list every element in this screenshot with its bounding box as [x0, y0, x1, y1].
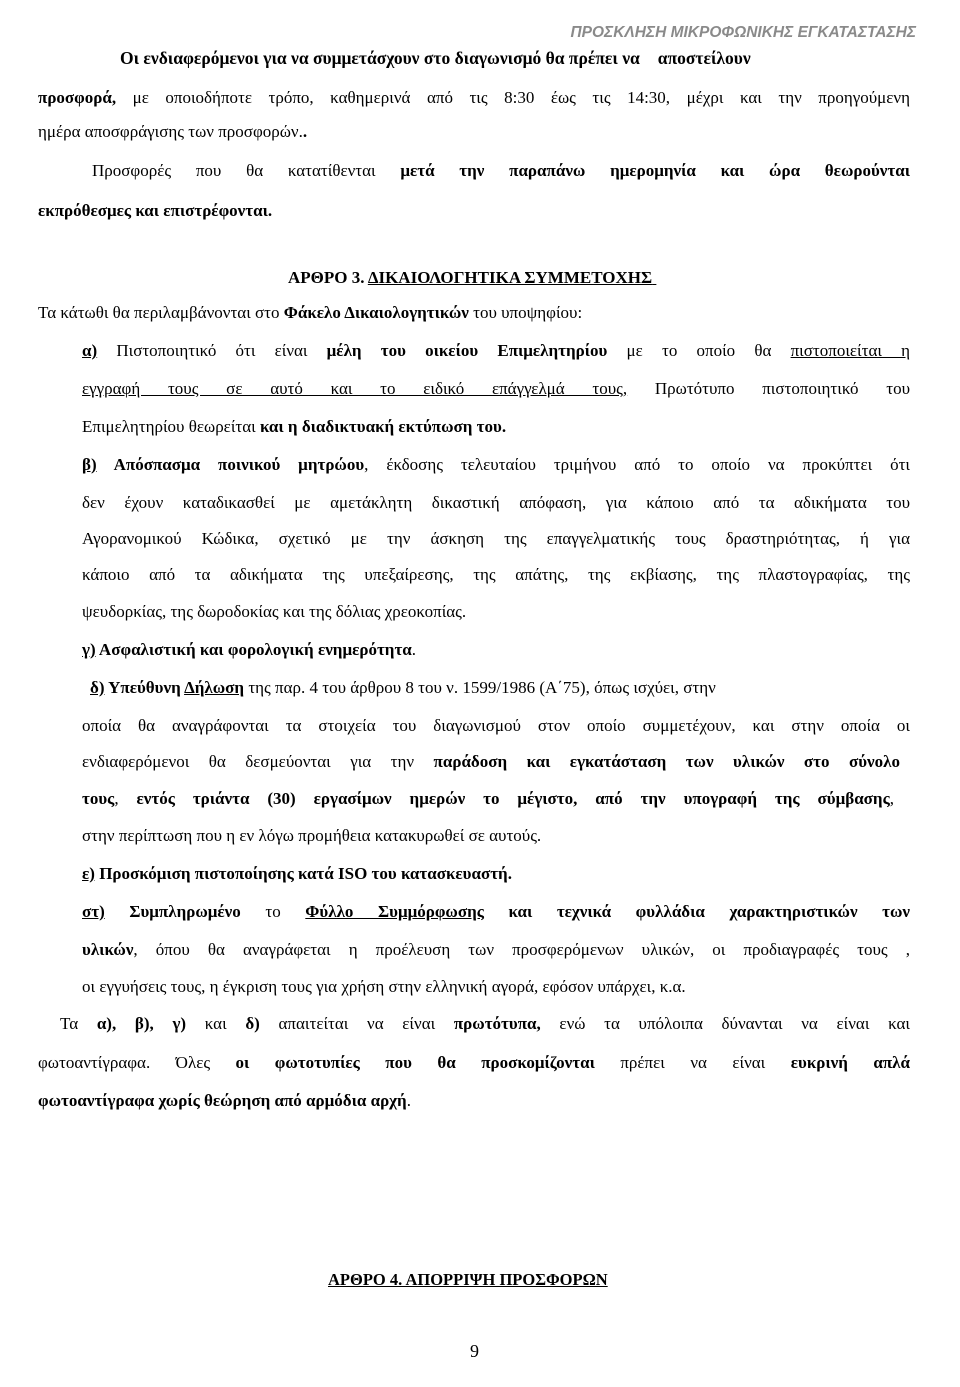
item-d-line-1: δ) Υπεύθυνη Δήλωση της παρ. 4 του άρθρου 8 του ν. 1599/1986 (Α΄75), όπως ισχύει, στην — [90, 678, 716, 697]
article-3-heading: ΑΡΘΡΟ 3. ΔΙΚΑΙΟΛΟΓΗΤΙΚΑ ΣΥΜΜΕΤΟΧΗΣ — [288, 268, 653, 287]
page-number: 9 — [470, 1341, 479, 1361]
closing-line-2: φωτοαντίγραφα. Όλες οι φωτοτυπίες που θα προσκομίζονται πρέπει να είναι ευκρινή απλά — [38, 1053, 910, 1072]
item-d-line-3: ενδιαφερόμενοι θα δεσμεύονται για την παράδοση και εγκατάσταση των υλικών στο σύνολο — [82, 752, 900, 771]
item-f-line-1: στ) Συμπληρωμένο το Φύλλο Συμμόρφωσης και τεχνικά φυλλάδια χαρακτηριστικών των — [82, 902, 910, 921]
item-e-line-1: ε) Προσκόμιση πιστοποίησης κατά ISO του κατασκευαστή. — [82, 864, 512, 883]
item-b-line-3: Αγορανομικού Κώδικα, σχετικό με την άσκηση της επαγγελματικής τους δραστηριότητας, ή για — [82, 529, 910, 548]
item-c-line-1: γ) Ασφαλιστική και φορολογική ενημερότητα. — [82, 640, 417, 659]
intro-line-3: ημέρα αποσφράγισης των προσφορών.. — [38, 122, 308, 141]
item-d-line-2: οποία θα αναγράφονται τα στοιχεία του διαγωνισμού στον οποίο συμμετέχουν, και στην οποία οι — [82, 716, 910, 735]
item-d-line-4: τους, εντός τριάντα (30) εργασίμων ημερών το μέγιστο, από την υπογραφή της σύμβασης, — [82, 789, 894, 808]
intro-line-1: Οι ενδιαφερόμενοι για να συμμετάσχουν στο διαγωνισμό θα πρέπει να αποστείλουν — [120, 48, 751, 68]
item-f-line-3: οι εγγυήσεις τους, η έγκριση τους για χρήση στην ελληνική αγορά, εφόσον υπάρχει, κ.α. — [82, 977, 686, 996]
item-b-line-4: κάποιο από τα αδικήματα της υπεξαίρεσης, της απάτης, της εκβίασης, της πλαστογραφίας, της — [82, 565, 910, 584]
article-4-heading: ΑΡΘΡΟ 4. ΑΠΟΡΡΙΨΗ ΠΡΟΣΦΟΡΩΝ — [328, 1270, 608, 1289]
item-d-line-5: στην περίπτωση που η εν λόγω προμήθεια κατακυρωθεί σε αυτούς. — [82, 826, 542, 845]
item-a-line-1: α) Πιστοποιητικό ότι είναι μέλη του οικείου Επιμελητηρίου με το οποίο θα πιστοποιείται η — [82, 341, 910, 360]
item-b-line-2: δεν έχουν καταδικασθεί με αμετάκλητη δικαστική απόφαση, για κάποιο από τα αδικήματα του — [82, 493, 910, 512]
item-f-line-2: υλικών, όπου θα αναγράφεται η προέλευση των προσφερόμενων υλικών, οι προδιαγραφές τους , — [82, 940, 910, 959]
item-a-line-3: Επιμελητηρίου θεωρείται και η διαδικτυακή εκτύπωση του. — [82, 417, 507, 436]
intro-line-4: Προσφορές που θα κατατίθενται μετά την παραπάνω ημερομηνία και ώρα θεωρούνται — [92, 161, 910, 180]
closing-line-1: Τα α), β), γ) και δ) απαιτείται να είναι πρωτότυπα, ενώ τα υπόλοιπα δύνανται να είναι και — [60, 1014, 910, 1033]
closing-line-3: φωτοαντίγραφα χωρίς θεώρηση από αρμόδια αρχή. — [38, 1091, 411, 1110]
item-a-line-2: εγγραφή τους σε αυτό και το ειδικό επάγγελμά τους, Πρωτότυπο πιστοποιητικό του — [82, 379, 910, 398]
intro-line-5: εκπρόθεσμες και επιστρέφονται. — [38, 201, 273, 220]
item-b-line-5: ψευδορκίας, της δωροδοκίας και της δόλιας χρεοκοπίας. — [82, 602, 467, 621]
page-header-title: ΠΡΟΣΚΛΗΣΗ ΜΙΚΡΟΦΩΝΙΚΗΣ ΕΓΚΑΤΑΣΤΑΣΗΣ — [570, 24, 916, 41]
article-3-lead: Τα κάτωθι θα περιλαμβάνονται στο Φάκελο Δικαιολογητικών του υποψηφίου: — [38, 303, 583, 322]
item-b-line-1: β) Απόσπασμα ποινικού μητρώου, έκδοσης τελευταίου τριμήνου από το οποίο να προκύπτει ότι — [82, 455, 910, 474]
intro-line-2: προσφορά, με οποιοδήποτε τρόπο, καθημερινά από τις 8:30 έως τις 14:30, μέχρι και την προηγούμενη — [38, 88, 910, 107]
